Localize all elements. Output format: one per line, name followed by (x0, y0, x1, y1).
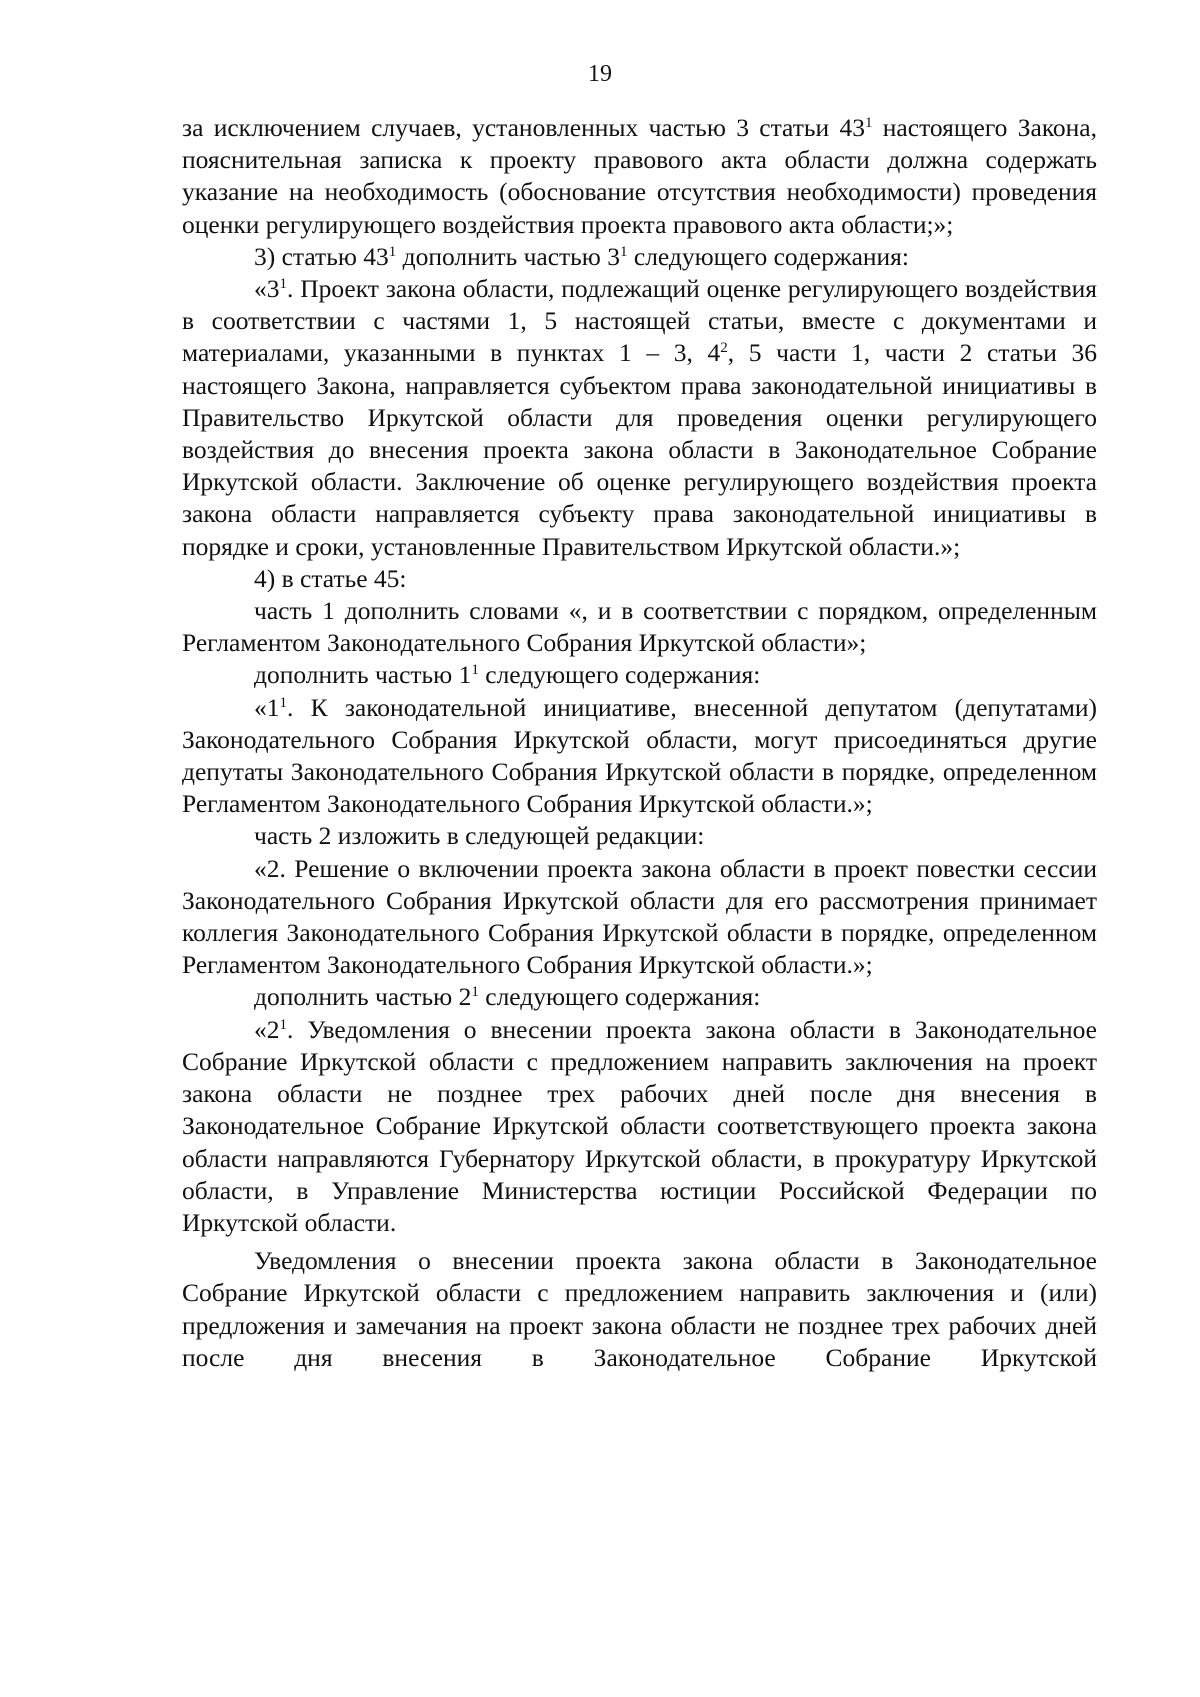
paragraph (182, 273, 1097, 563)
paragraph (182, 1245, 1097, 1374)
text-run: дополнить частью 2 (254, 982, 472, 1012)
paragraph (182, 595, 1097, 659)
text-run: . К законодательной инициативе, внесенной депутатом (депутатами) Законодательного Собрания Иркутской области, могут присоединяться другие депутаты Законодательного Собрания Иркутской области в порядке, определенном Регламентом Законодательного Собрания Иркутской области.»; (182, 692, 1097, 819)
text-run: следующего содержания: (478, 660, 761, 690)
superscript: 1 (471, 984, 479, 1001)
text-run: часть 1 дополнить словами «, и в соответствии с порядком, определенным Регламентом Законодательного Собрания Иркутской области»; (182, 596, 1097, 658)
text-run: . Уведомления о внесении проекта закона области в Законодательное Собрание Иркутской области с предложением направить заключения на проект закона области не позднее трех рабочих дней после дня внесения в Законодательное Собрание Иркутской области соответствующего проекта закона области направляются Губернатору Иркутской области, в прокуратуру Иркутской области, в Управление Министерства юстиции Российской Федерации по Иркутской области. (182, 1014, 1097, 1237)
page-number: 19 (588, 61, 612, 87)
text-run: . Проект закона области, подлежащий оценке регулирующего воздействия в соответствии с частями 1, 5 настоящей статьи, вместе с документами и материалами, указанными в пунктах 1 – 3, 4 (182, 274, 1097, 368)
text-run: Уведомления о внесении проекта закона области в Законодательное Собрание Иркутской области с предложением направить заключения и (или) предложения и замечания на проект закона области не позднее трех рабочих дней после дня внесения в Законодательное Собрание Иркутской (182, 1246, 1097, 1372)
text-run: 3) статью 43 (254, 241, 389, 271)
text-run: дополнить частью 3 (396, 241, 620, 271)
text-run: следующего содержания: (478, 982, 761, 1012)
text-run: дополнить частью 1 (254, 660, 472, 690)
paragraph (182, 1014, 1097, 1239)
document-body (182, 112, 1097, 1374)
paragraph (182, 241, 1097, 273)
text-run: «2. Решение о включении проекта закона области в проект повестки сессии Законодательного Собрания Иркутской области для его рассмотрения принимает коллегия Законодательного Собрания Иркутской области в порядке, определенном Регламентом Законодательного Собрания Иркутской области.»; (182, 853, 1097, 980)
superscript: 1 (864, 115, 873, 131)
paragraph (182, 820, 1097, 852)
text-run: настоящего Закона, пояснительная записка к проекту правового акта области должна содержать указание на необходимость (обоснование отсутствия необходимости) проведения оценки регулирующего воздействия проекта правового акта области;»; (182, 113, 1097, 239)
superscript: 2 (720, 340, 728, 357)
superscript: 1 (279, 276, 287, 293)
superscript: 1 (279, 694, 287, 711)
paragraph (182, 112, 1097, 241)
text-run: часть 2 изложить в следующей редакции: (254, 821, 705, 851)
superscript: 1 (471, 662, 479, 679)
superscript: 1 (388, 243, 397, 260)
paragraph (182, 853, 1097, 982)
text-run: , 5 части 1, части 2 статьи 36 настоящего Закона, направляется субъектом права законодательной инициативы в Правительство Иркутской области для проведения оценки регулирующего воздействия до внесения проекта закона области в Законодательное Собрание Иркутской области. Заключение об оценке регулирующего воздействия проекта закона области направляется субъекту права законодательной инициативы в порядке и сроки, установленные Правительством Иркутской области.»; (182, 338, 1097, 561)
superscript: 1 (279, 1016, 287, 1033)
paragraph (182, 659, 1097, 691)
text-run: «3 (254, 274, 280, 304)
paragraph (182, 563, 1097, 595)
text-run: «2 (254, 1014, 280, 1044)
paragraph (182, 981, 1097, 1013)
text-run: за исключением случаев, установленных частью 3 статьи 43 (182, 113, 865, 142)
text-run: 4) в статье 45: (254, 563, 407, 593)
text-run: «1 (254, 692, 280, 722)
paragraph (182, 692, 1097, 821)
superscript: 1 (620, 243, 628, 260)
text-run: следующего содержания: (627, 241, 909, 271)
